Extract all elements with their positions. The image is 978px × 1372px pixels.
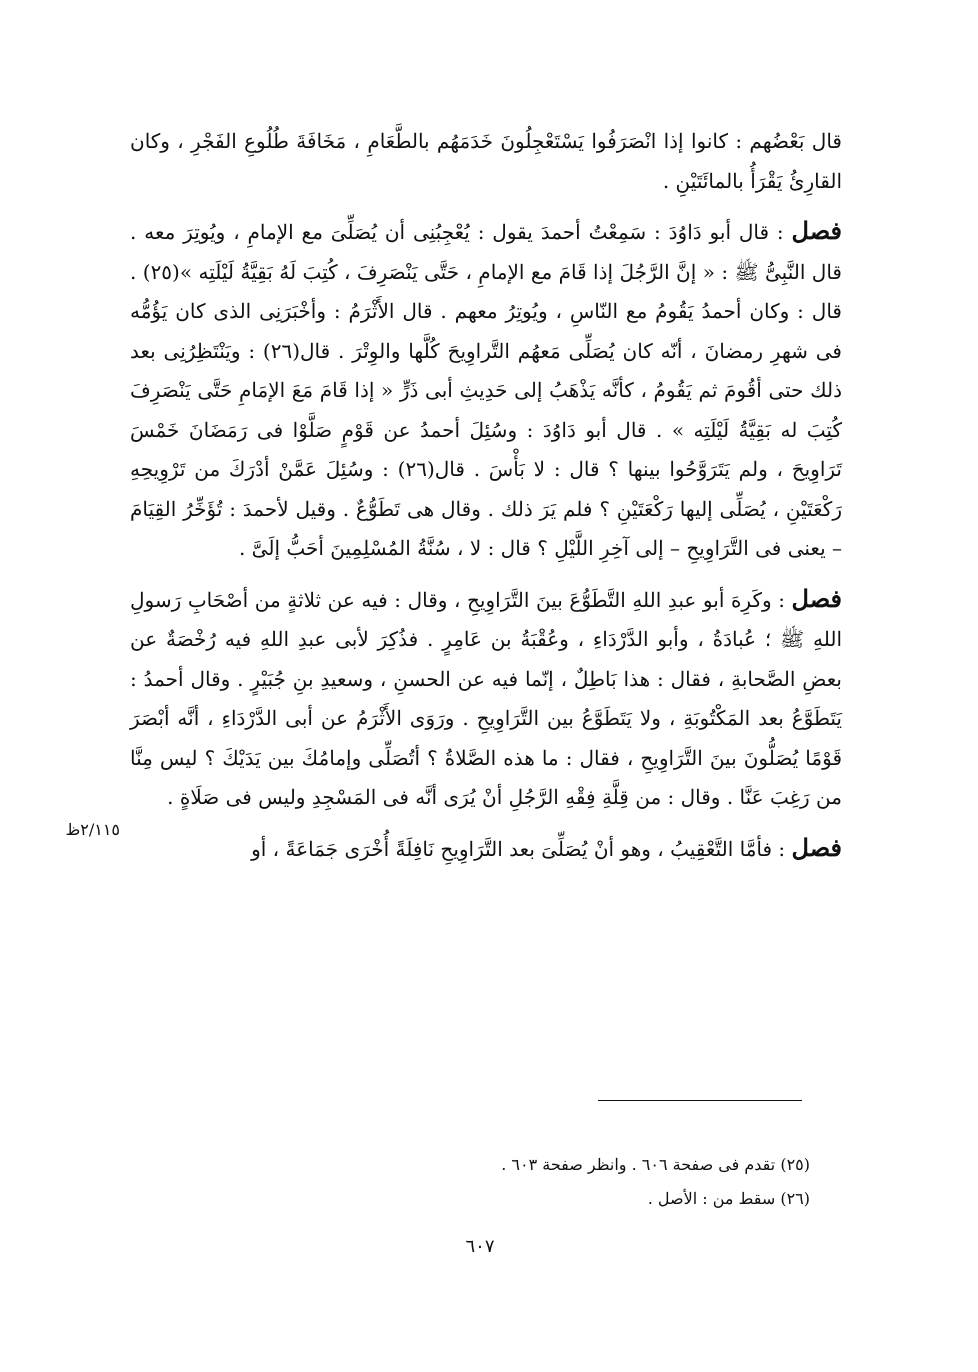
paragraph-1-text: قال بَعْضُهم : كانوا إذا انْصَرَفُوا يَسْتَعْجِلُونَ خَدَمَهُم بالطَّعَامِ ، مَخَافَةَ طُلُوعِ الفَجْرِ ، وكان القارِئُ يَقْرَأُ بالمائَتَيْنِ . [130,129,842,193]
paragraph-2 [130,211,842,569]
section-label: فصل [791,583,842,613]
paragraph-4 [130,828,842,870]
paragraph-3 [130,579,842,818]
manuscript-folio-reference: ٢/١١٥ظ [65,820,120,839]
footnote-25: (٢٥) تقدم فى صفحة ٦٠٦ . وانظر صفحة ٦٠٣ . [501,1155,810,1174]
paragraph-1 [130,122,842,201]
section-label: فصل [791,216,842,245]
section-label: فصل [791,832,842,862]
page-number: ٦٠٧ [465,1236,495,1257]
body-text [130,122,842,869]
footnotes [300,1148,810,1216]
paragraph-3-text: : وكَرِهَ أبو عبدِ اللهِ التَّطَوُّعَ بينَ التَّرَاوِيحِ ، وقال : فيه عن ثلاثةٍ من أصْحَابِ رَسولِ اللهِ ﷺ ؛ عُبادَةُ ، وأبو الدَّرْدَاءِ ، وعُقْبَةُ بن عَامِرٍ . فذُكِرَ لأبى عبدِ اللهِ فيه رُخْصَةٌ عن بعضِ الصَّحابةِ ، فقال : هذا بَاطِلٌ ، إنّما فيه عن الحسنِ ، وسعيدِ بنِ جُبَيْرٍ . وقال أحمدُ : يَتَطَوَّعُ بعد المَكْتُوبَةِ ، ولا يَتَطَوَّعُ بين التَّرَاوِيحِ . ورَوَى الأَثْرَمُ عن أبى الدَّرْدَاءِ ، أنَّه أبْصَرَ قَوْمًا يُصَلُّونَ بينَ التَّرَاوِيحِ ، فقال : ما هذه الصَّلاةُ ؟ أتُصَلِّى وإمامُكَ بين يَدَيْكَ ؟ ليس مِنَّا من رَغِبَ عَنَّا . وقال : من قِلَّةِ فِقْهِ الرَّجُلِ أنْ يُرَى أنَّه فى المَسْجِدِ وليس فى صَلَاةٍ . [130,587,842,809]
paragraph-2-text: : قال أبو دَاوُدَ : سَمِعْتُ أحمدَ يقول : يُعْجِبُنِى أن يُصَلِّىَ مع الإمامِ ، ويُوتِرَ معه . قال النَّبِىُّ ﷺ : « إنَّ الرَّجُلَ إذا قَامَ مع الإمامِ ، حَتَّى يَنْصَرِفَ ، كُتِبَ لَهُ بَقِيَّةُ لَيْلَتِه »(٢٥) . قال : وكان أحمدُ يَقُومُ مع النّاسِ ، ويُوتِرُ معهم . قال الأَثْرَمُ : وأخْبَرَنِى الذى كان يَؤُمُّه فى شهرِ رمضانَ ، أنّه كان يُصَلِّى مَعهُم التَّراوِيحَ كُلَّها والوِتْرَ . قال(٢٦) : ويَنْتَظِرُنِى بعد ذلك حتى أقُومَ ثم يَقُومُ ، كأنَّه يَذْهَبُ إلى حَدِيثِ أبى ذَرٍّ « إذا قَامَ مَعَ الإمَامِ حَتَّى يَنْصَرِفَ كُتِبَ له بَقِيَّةُ لَيْلَتِه » . قال أبو دَاوُدَ : وسُئِلَ أحمدُ عن قَوْمٍ صَلَّوْا فى رَمَضَانَ خَمْسَ تَرَاوِيحَ ، ولم يَتَرَوَّحُوا بينها ؟ قال : لا بَأْسَ . قال(٢٦) : وسُئِلَ عَمَّنْ أدْرَكَ من تَرْوِيحِهِ رَكْعَتَيْنِ ، يُصَلِّى إليها رَكْعَتَيْنِ ؟ فلم يَرَ ذلك . وقال هى تَطَوُّعٌ . وقيل لأحمدَ : تُؤَخِّرُ القِيَامَ – يعنى فى التَّرَاوِيحِ – إلى آخِرِ اللَّيْلِ ؟ قال : لا ، سُنَّةُ المُسْلِمِينَ أحَبُّ إلَىَّ . [130,220,842,560]
footnote-26: (٢٦) سقط من : الأصل . [647,1189,810,1208]
footnote-separator [598,1100,802,1101]
paragraph-4-text: : فأمَّا التَّعْقِيبُ ، وهو أنْ يُصَلِّىَ بعد التَّرَاوِيحِ نَافِلَةً أُخْرَى جَمَاعَةً ، أو [251,836,792,861]
